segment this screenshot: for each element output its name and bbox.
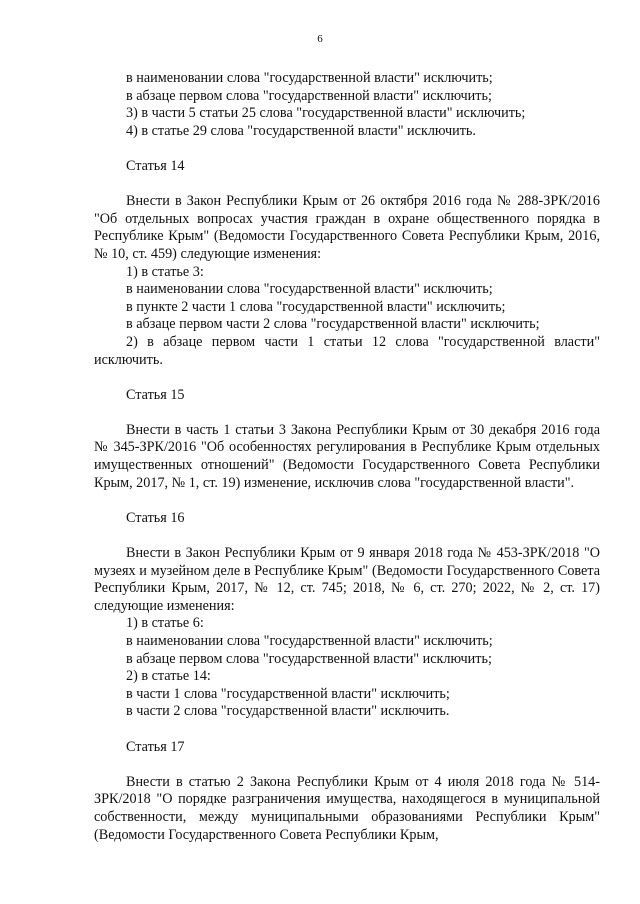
list-item: в абзаце первом части 2 слова "государственной власти" исключить;: [126, 316, 540, 333]
paragraph: Внести в Закон Республики Крым от 26 октября 2016 года № 288-ЗРК/2016 "Об отдельных вопросах участия граждан в охране общественного порядка в Республике Крым" (Ведомости Государственного Совета Республики Крым, 2016, № 10, ст. 459) следующие изменения:: [94, 193, 600, 262]
paragraph: Внести в часть 1 статьи 3 Закона Республики Крым от 30 декабря 2016 года № 345-ЗРК/2016 "Об особенностях регулирования в Республике Крым отдельных имущественных отношений" (Ведомости Государственного Совета Республики Крым, 2017, № 1, ст. 19) изменение, исключив слова "государственной власти".: [94, 421, 600, 491]
list-item: в части 2 слова "государственной власти" исключить.: [126, 703, 450, 720]
list-item: в части 1 слова "государственной власти" исключить;: [126, 685, 450, 702]
list-item: в абзаце первом слова "государственной власти" исключить;: [126, 87, 492, 104]
article-heading: Статья 15: [126, 386, 185, 403]
document-body: [94, 70, 600, 844]
article-heading: Статья 17: [126, 738, 185, 755]
list-item: в наименовании слова "государственной власти" исключить;: [126, 633, 493, 649]
list-item: в наименовании слова "государственной власти" исключить;: [126, 70, 493, 86]
list-item: в пункте 2 части 1 слова "государственной власти" исключить;: [126, 298, 506, 315]
article-heading: Статья 14: [126, 157, 185, 174]
list-item: 2) в статье 14:: [126, 668, 211, 685]
paragraph: Внести в статью 2 Закона Республики Крым от 4 июля 2018 года № 514-ЗРК/2018 "О порядке разграничения имущества, находящегося в муниципальной собственности, между муниципальными образованиями Республики Крым" (Ведомости Государственного Совета Республики Крым,: [94, 773, 600, 843]
list-item: в наименовании слова "государственной власти" исключить;: [126, 281, 493, 298]
paragraph: 2) в абзаце первом части 1 статьи 12 слова "государственной власти" исключить.: [94, 333, 600, 368]
list-item: 4) в статье 29 слова "государственной власти" исключить.: [126, 122, 476, 139]
paragraph: Внести в Закон Республики Крым от 9 января 2018 года № 453-ЗРК/2018 "О музеях и музейном деле в Республике Крым" (Ведомости Государственного Совета Республики Крым, 2017, № 12, ст. 745; 2018, № 6, ст. 270; 2022, № 2, ст. 17) следующие изменения:: [94, 545, 600, 614]
list-item: 3) в части 5 статьи 25 слова "государственной власти" исключить;: [126, 105, 526, 122]
page-number: 6: [317, 33, 323, 45]
article-heading: Статья 16: [126, 509, 185, 526]
list-item: 1) в статье 3:: [126, 263, 204, 280]
list-item: 1) в статье 6:: [126, 615, 204, 632]
list-item: в абзаце первом слова "государственной власти" исключить;: [126, 650, 492, 667]
